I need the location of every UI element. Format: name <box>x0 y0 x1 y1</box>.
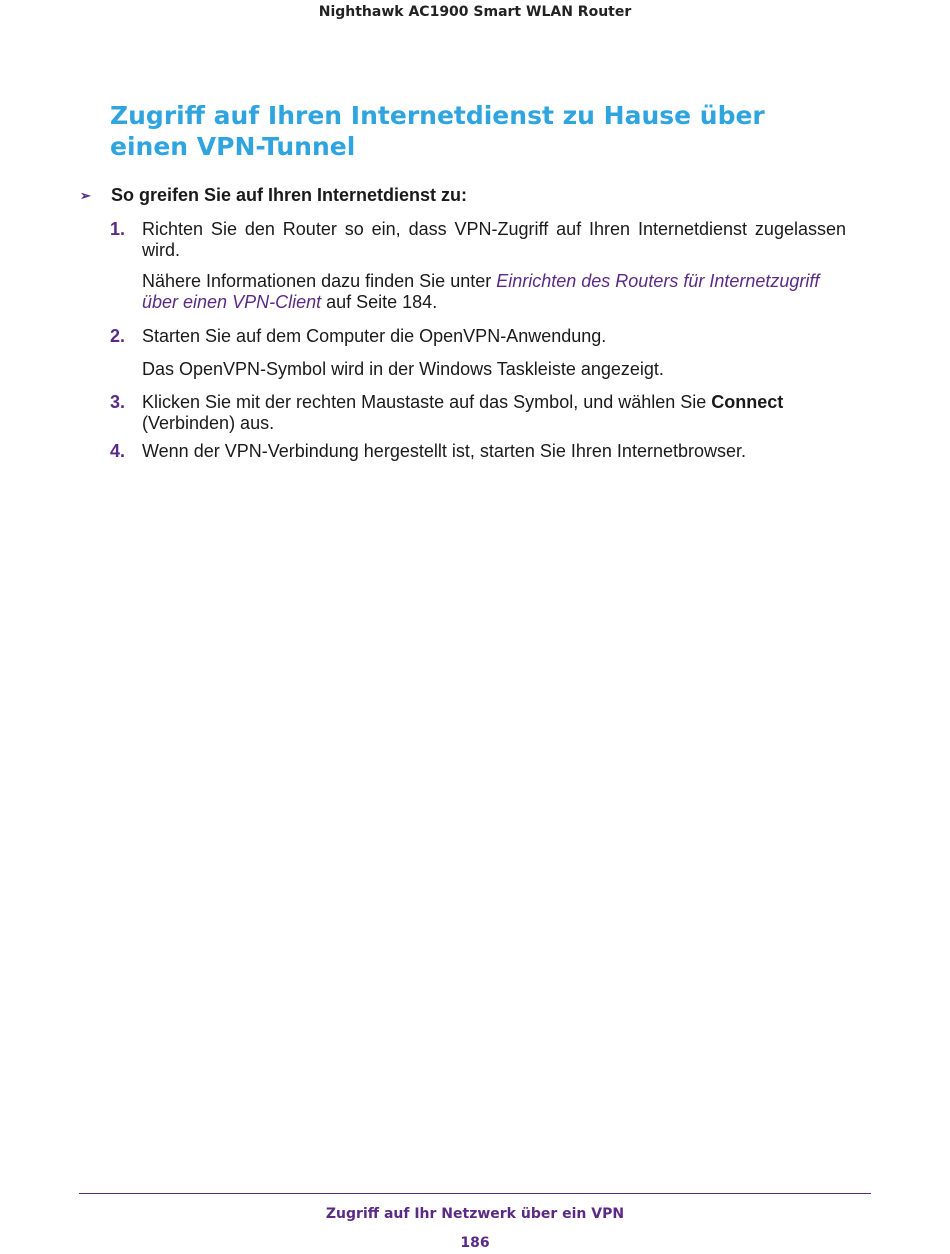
step-3 <box>110 392 846 434</box>
step-text: Richten Sie den Router so ein, dass VPN-Zugriff auf Ihren Internetdienst zugelassen wird. <box>142 219 846 260</box>
arrow-bullet-icon: ➢ <box>80 188 91 203</box>
footer-chapter-title: Zugriff auf Ihr Netzwerk über ein VPN <box>325 1206 625 1222</box>
step-text <box>142 392 846 434</box>
step-2 <box>110 326 846 347</box>
running-header: Nighthawk AC1900 Smart WLAN Router <box>318 4 632 20</box>
step-4 <box>110 441 846 462</box>
procedure-title-text: So greifen Sie auf Ihren Internetdienst zu: <box>111 185 468 205</box>
section-heading: Zugriff auf Ihren Internetdienst zu Hause über einen VPN-Tunnel <box>110 101 765 161</box>
step-1-note <box>110 271 846 313</box>
step-text: Wenn der VPN-Verbindung hergestellt ist, starten Sie Ihren Internetbrowser. <box>142 441 746 461</box>
cross-reference-link[interactable]: Einrichten des Routers für Internetzugriff über einen VPN-Client <box>142 271 820 312</box>
step-note <box>142 271 846 313</box>
note-suffix: auf Seite 184. <box>321 292 438 312</box>
step-number: 3. <box>110 392 126 412</box>
step-text-after: (Verbinden) aus. <box>142 413 275 433</box>
footer-divider <box>79 1193 871 1194</box>
note-prefix: Nähere Informationen dazu finden Sie unter <box>142 271 497 291</box>
step-text: Starten Sie auf dem Computer die OpenVPN-Anwendung. <box>142 326 607 346</box>
step-1 <box>110 219 846 261</box>
connect-term: Connect <box>711 392 784 412</box>
step-2-note <box>110 359 846 380</box>
procedure-title <box>80 184 467 207</box>
step-number: 2. <box>110 326 126 346</box>
step-text-before: Klicken Sie mit der rechten Maustaste auf das Symbol, und wählen Sie <box>142 392 712 412</box>
step-number: 4. <box>110 441 126 461</box>
step-number: 1. <box>110 219 126 239</box>
step-note: Das OpenVPN-Symbol wird in der Windows Taskleiste angezeigt. <box>142 359 664 379</box>
page-number: 186 <box>460 1235 490 1251</box>
